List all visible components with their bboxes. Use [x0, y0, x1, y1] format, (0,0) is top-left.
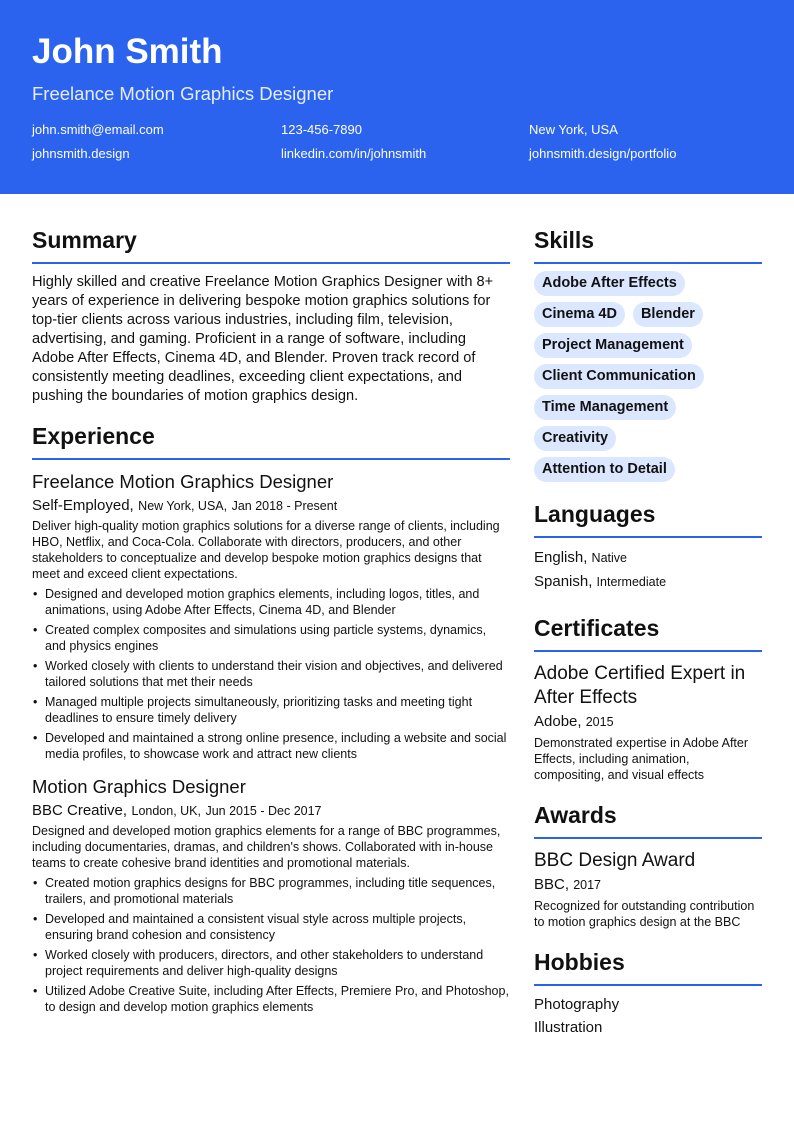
skill-chip: Client Communication — [534, 364, 704, 389]
job-bullet: • Managed multiple projects simultaneously, prioritizing tasks and meeting tight deadlines to ensure timely delivery — [32, 694, 510, 726]
summary-heading: Summary — [32, 226, 510, 264]
job-bullet: • Utilized Adobe Creative Suite, including After Effects, Premiere Pro, and Photoshop, to design and develop motion graphics elements — [32, 983, 510, 1015]
job-location: London, UK, — [131, 804, 201, 818]
languages-list — [534, 546, 762, 594]
language-level: Native — [591, 551, 627, 565]
job-bullet: • Worked closely with producers, directors, and other stakeholders to understand project requirements and deliver high-quality designs — [32, 947, 510, 979]
candidate-name: John Smith — [32, 32, 223, 71]
award-name: BBC Design Award — [534, 850, 696, 871]
certificate-description: Demonstrated expertise in Adobe After Effects, including animation, compositing, and visual effects — [534, 736, 749, 782]
hobbies-heading: Hobbies — [534, 948, 762, 986]
job-meta — [32, 496, 510, 516]
job-company: BBC Creative, — [32, 802, 128, 819]
job-bullet: • Worked closely with clients to understand their vision and objectives, and delivered tailored solutions that met their needs — [32, 658, 510, 690]
job-dates: Jun 2015 - Dec 2017 — [205, 804, 322, 818]
language-name: English, — [534, 549, 588, 566]
skill-chip: Cinema 4D — [534, 302, 625, 327]
awards-heading: Awards — [534, 801, 762, 839]
job-bullet: • Developed and maintained a consistent visual style across multiple projects, ensuring brand cohesion and consistency — [32, 911, 510, 943]
job-bullet: • Designed and developed motion graphics elements, including logos, titles, and animations, using Adobe After Effects, Cinema 4D, and Blender — [32, 586, 510, 618]
contact-portfolio[interactable]: johnsmith.design/portfolio — [529, 146, 677, 161]
certificate-name: Adobe Certified Expert in After Effects — [534, 663, 746, 708]
language-level: Intermediate — [596, 575, 667, 589]
job-title: Motion Graphics Designer — [32, 776, 246, 797]
award-meta — [534, 875, 762, 895]
award-issuer: BBC, — [534, 876, 570, 893]
job-location: New York, USA, — [138, 499, 228, 513]
skill-chip: Time Management — [534, 395, 676, 420]
contact-phone[interactable]: 123-456-7890 — [281, 122, 362, 137]
award-year: 2017 — [573, 878, 601, 892]
job-title: Freelance Motion Graphics Designer — [32, 471, 334, 492]
job-bullet: • Created motion graphics designs for BBC programmes, including title sequences, trailers, and promotional materials — [32, 875, 510, 907]
job-bullet: • Developed and maintained a strong online presence, including a website and social media profiles, to showcase work and attract new clients — [32, 730, 510, 762]
certificates-heading: Certificates — [534, 614, 762, 652]
skill-chip: Creativity — [534, 426, 616, 451]
language-item — [534, 546, 762, 570]
job-meta — [32, 801, 510, 821]
skills-list — [534, 271, 762, 482]
job-dates: Jan 2018 - Present — [231, 499, 338, 513]
hobby-item: Photography — [534, 996, 620, 1013]
languages-heading: Languages — [534, 500, 762, 538]
certificate-item — [534, 662, 762, 783]
resume-header — [0, 0, 794, 194]
contact-linkedin[interactable]: linkedin.com/in/johnsmith — [281, 146, 427, 161]
job-bullets — [32, 586, 510, 762]
language-item — [534, 570, 762, 594]
candidate-role: Freelance Motion Graphics Designer — [32, 83, 334, 104]
job-entry — [32, 471, 510, 762]
side-column — [534, 226, 762, 1039]
skill-chip: Adobe After Effects — [534, 271, 685, 296]
skills-heading: Skills — [534, 226, 762, 264]
job-bullet: • Created complex composites and simulations using particle systems, dynamics, and physics engines — [32, 622, 510, 654]
contact-email[interactable]: john.smith@email.com — [32, 122, 164, 137]
job-description: Deliver high-quality motion graphics solutions for a diverse range of clients, including HBO, Netflix, and Coca-Cola. Collaborate with directors, producers, and other stakeholders to conceptualize and develop bespoke motion graphics designs that meet and exceed client expectations. — [32, 519, 500, 581]
skill-chip: Attention to Detail — [534, 457, 675, 482]
certificate-year: 2015 — [585, 715, 614, 729]
language-name: Spanish, — [534, 573, 593, 590]
job-entry — [32, 776, 510, 1015]
job-description: Designed and developed motion graphics elements for a range of BBC programmes, including documentaries, dramas, and children's shows. Collaborated with in-house teams to create cohesive brand identities and promotional materials. — [32, 824, 501, 870]
hobbies-list — [534, 993, 762, 1039]
job-bullets — [32, 875, 510, 1015]
main-column — [32, 226, 510, 1019]
experience-heading: Experience — [32, 422, 510, 460]
certificate-issuer: Adobe, — [534, 713, 582, 730]
certificate-meta — [534, 712, 762, 732]
job-company: Self-Employed, — [32, 497, 134, 514]
skill-chip: Blender — [633, 302, 703, 327]
contact-location: New York, USA — [529, 122, 618, 137]
summary-text: Highly skilled and creative Freelance Motion Graphics Designer with 8+ years of experience in delivering bespoke motion graphics solutions for top-tier clients across various industries, including film, television, advertising, and gaming. Proficient in a range of software, including Adobe After Effects, Cinema 4D, and Blender. Proven track record of consistently meeting deadlines, exceeding client expectations, and pushing the boundaries of motion graphics design. — [32, 274, 494, 404]
award-description: Recognized for outstanding contribution to motion graphics design at the BBC — [534, 899, 755, 929]
contact-website[interactable]: johnsmith.design — [32, 146, 130, 161]
hobby-item: Illustration — [534, 1019, 603, 1036]
award-item — [534, 849, 762, 930]
skill-chip: Project Management — [534, 333, 692, 358]
